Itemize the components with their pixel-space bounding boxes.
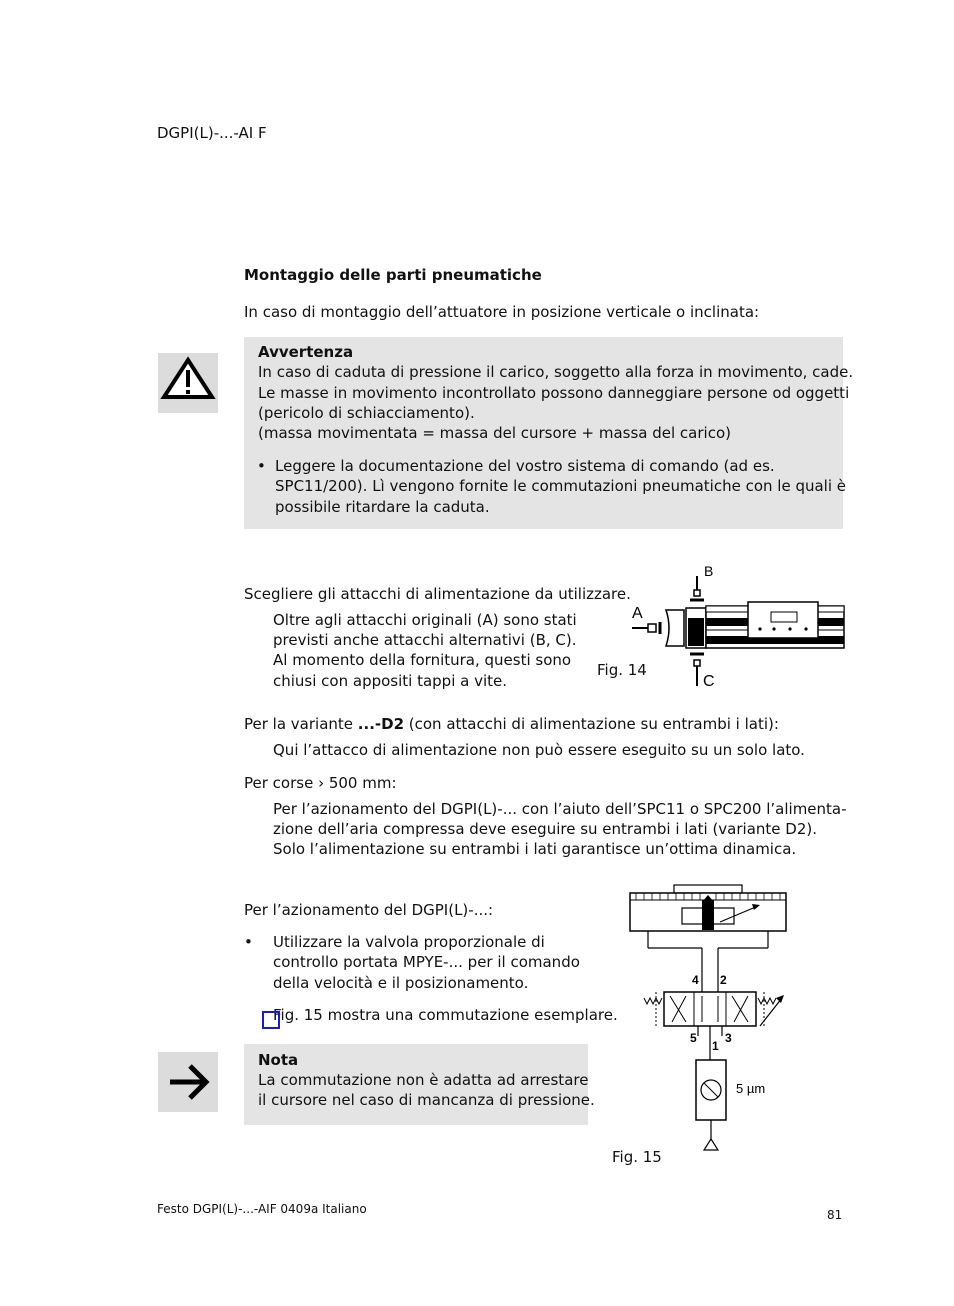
warning-line: In caso di caduta di pressione il carico, soggetto alla forza in movimento, cade. — [258, 363, 854, 381]
supply-line: Oltre agli attacchi originali (A) sono stati — [273, 611, 577, 629]
supply-line: Al momento della fornitura, questi sono — [273, 651, 572, 669]
actuation-bullet-mark: • — [244, 933, 253, 951]
note-line: La commutazione non è adatta ad arrestare — [258, 1071, 589, 1089]
fig14-label-c: C — [703, 673, 715, 690]
actuation-bullet-line: della velocità e il posizionamento. — [273, 974, 529, 992]
note-line: il cursore nel caso di mancanza di pressione. — [258, 1091, 595, 1109]
warning-title: Avvertenza — [258, 343, 354, 361]
warning-triangle-icon — [158, 353, 218, 413]
strokes-line: zione dell’aria compressa deve eseguire su entrambi i lati (variante D2). — [273, 820, 817, 838]
warning-bullet-mark: • — [257, 457, 266, 475]
warning-bullet-line: SPC11/200). Lì vengono fornite le commutazioni pneumatiche con le quali è — [275, 477, 847, 495]
footer-left: Festo DGPI(L)-...-AIF 0409a Italiano — [157, 1202, 367, 1216]
warning-line: (massa movimentata = massa del cursore + massa del carico) — [258, 424, 731, 442]
warning-line: (pericolo di schiacciamento). — [258, 404, 475, 422]
fig14-caption: Fig. 14 — [597, 661, 647, 679]
warning-bullet-line: possibile ritardare la caduta. — [275, 498, 490, 516]
fig14-drawing — [626, 562, 846, 692]
strokes-line: Per l’azionamento del DGPI(L)-... con l’aiuto dell’SPC11 o SPC200 l’alimenta- — [273, 800, 847, 818]
fig15-port-1: 1 — [712, 1039, 719, 1053]
arrow-right-icon — [158, 1052, 218, 1112]
note-title: Nota — [258, 1051, 299, 1069]
strokes-lead: Per corse › 500 mm: — [244, 774, 397, 792]
actuation-bullet-line: Utilizzare la valvola proporzionale di — [273, 933, 545, 951]
supply-lead: Scegliere gli attacchi di alimentazione da utilizzare. — [244, 585, 631, 603]
page-number: 81 — [827, 1208, 843, 1222]
actuation-lead: Per l’azionamento del DGPI(L)-...: — [244, 901, 494, 919]
fig15-caption: Fig. 15 — [612, 1148, 662, 1166]
d2-lead-pre: Per la variante — [244, 715, 358, 733]
supply-line: previsti anche attacchi alternativi (B, C). — [273, 631, 577, 649]
header-product-code: DGPI(L)-...-AI F — [157, 124, 267, 142]
d2-lead — [244, 714, 779, 734]
fig15-port-2: 2 — [720, 973, 727, 987]
section-title: Montaggio delle parti pneumatiche — [244, 266, 542, 284]
warning-line: Le masse in movimento incontrollato possono danneggiare persone od oggetti — [258, 384, 850, 402]
d2-line: Qui l’attacco di alimentazione non può essere eseguito su un solo lato. — [273, 741, 805, 759]
note-icon-box — [158, 1052, 218, 1112]
figref-text: Fig. 15 mostra una commutazione esemplare. — [273, 1006, 618, 1024]
d2-lead-bold: ...-D2 — [357, 715, 405, 733]
fig15-schematic — [626, 880, 806, 1155]
d2-lead-post: (con attacchi di alimentazione su entrambi i lati): — [404, 715, 779, 733]
warning-bullet-line: Leggere la documentazione del vostro sistema di comando (ad es. — [275, 457, 775, 475]
fig15-port-4: 4 — [692, 973, 699, 987]
selection-marker — [262, 1011, 280, 1029]
strokes-line: Solo l’alimentazione su entrambi i lati garantisce un’ottima dinamica. — [273, 840, 797, 858]
fig15-filter-label: 5 µm — [736, 1081, 766, 1096]
fig15-port-5: 5 — [690, 1031, 697, 1045]
supply-line: chiusi con appositi tappi a vite. — [273, 672, 508, 690]
actuation-bullet-line: controllo portata MPYE-... per il comando — [273, 953, 580, 971]
fig14-label-b: B — [704, 563, 714, 579]
warning-icon-box — [158, 353, 218, 413]
fig15-port-3: 3 — [725, 1031, 732, 1045]
fig14-label-a: A — [632, 605, 643, 622]
section-intro: In caso di montaggio dell’attuatore in posizione verticale o inclinata: — [244, 303, 760, 321]
